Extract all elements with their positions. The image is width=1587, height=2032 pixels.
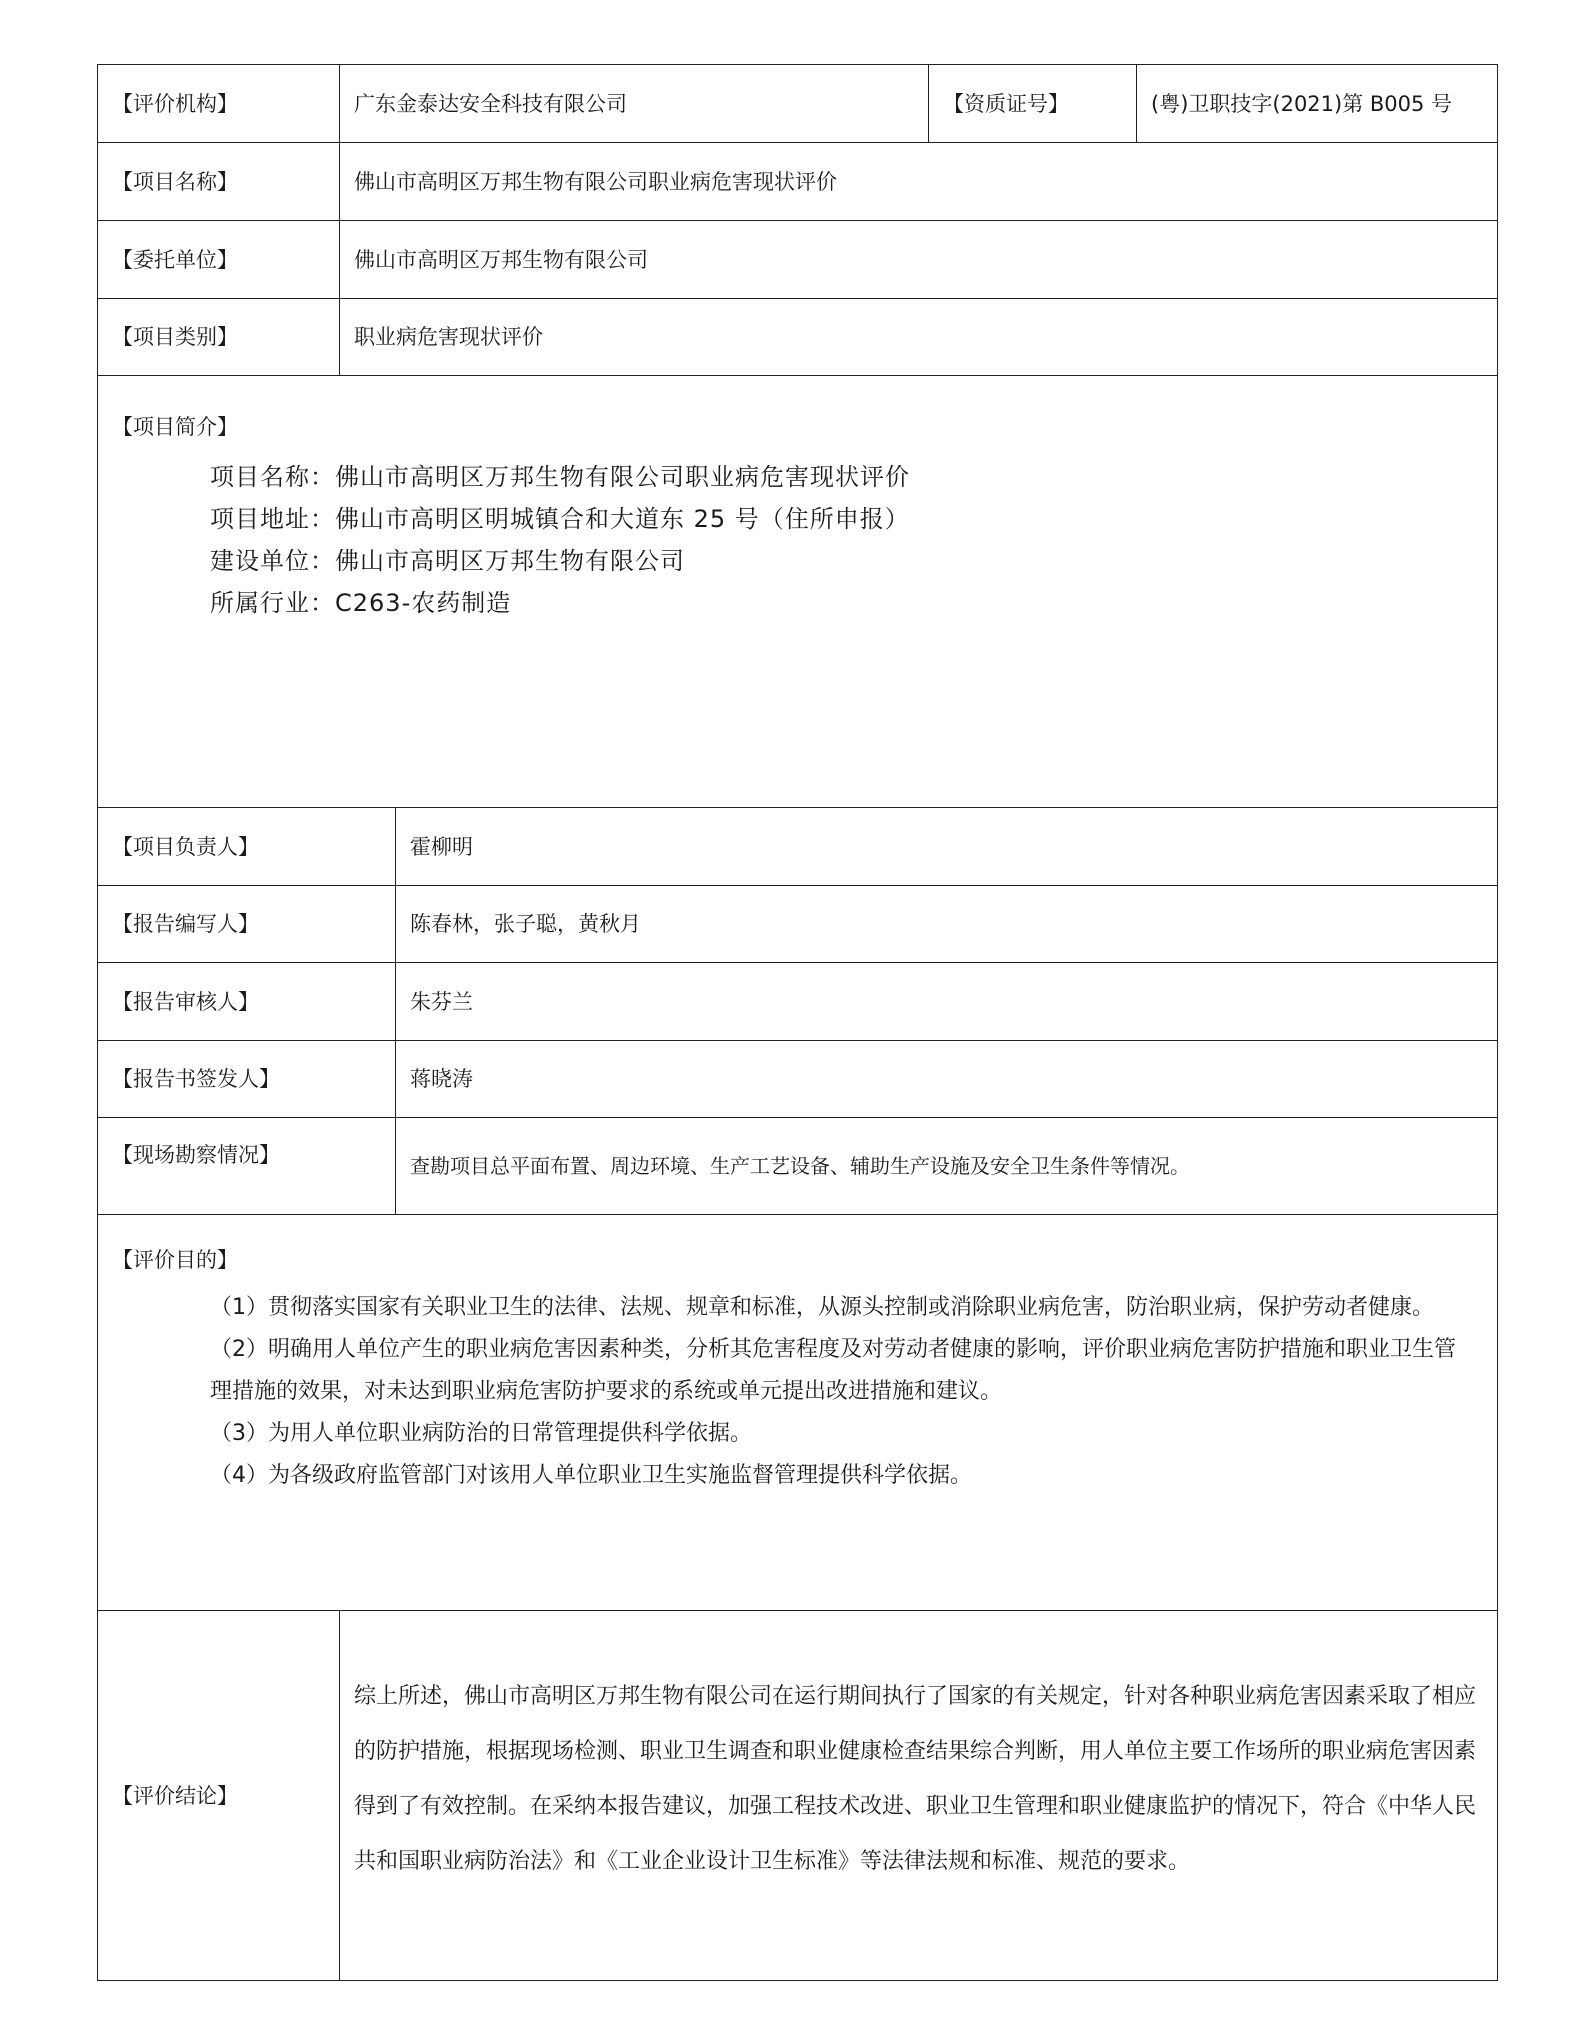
site-survey-label: 【现场勘察情况】	[98, 1118, 396, 1215]
project-name-label: 【项目名称】	[98, 143, 340, 221]
project-name-value: 佛山市高明区万邦生物有限公司职业病危害现状评价	[340, 143, 1498, 221]
summary-table	[97, 64, 1498, 1981]
evaluation-summary-form	[97, 64, 1497, 1981]
people-row	[98, 1118, 1498, 1215]
site-survey-value: 查勘项目总平面布置、周边环境、生产工艺设备、辅助生产设施及安全卫生条件等情况。	[396, 1118, 1498, 1215]
intro-line-builder: 建设单位：佛山市高明区万邦生物有限公司	[210, 547, 685, 575]
org-row	[98, 65, 1498, 143]
people-row	[98, 1041, 1498, 1118]
intro-cell	[98, 376, 1498, 808]
purpose-item: （1）贯彻落实国家有关职业卫生的法律、法规、规章和标准，从源头控制或消除职业病危害，防治职业病，保护劳动者健康。	[210, 1295, 1435, 1320]
intro-line-address: 项目地址：佛山市高明区明城镇合和大道东 25 号（住所申报）	[210, 505, 910, 533]
intro-line-project-name: 项目名称：佛山市高明区万邦生物有限公司职业病危害现状评价	[210, 463, 910, 491]
cert-label: 【资质证号】	[929, 65, 1137, 143]
purpose-label: 【评价目的】	[112, 1248, 238, 1272]
client-row	[98, 221, 1498, 299]
intro-lines	[98, 442, 1497, 624]
intro-label: 【项目简介】	[112, 415, 238, 439]
client-label: 【委托单位】	[98, 221, 340, 299]
purpose-item: （2）明确用人单位产生的职业病危害因素种类，分析其危害程度及对劳动者健康的影响，评价职业病危害防护措施和职业卫生管理措施的效果，对未达到职业病危害防护要求的系统或单元提出改进措施和建议。	[210, 1337, 1457, 1404]
project-lead-value: 霍柳明	[396, 808, 1498, 886]
report-issuer-label: 【报告书签发人】	[98, 1041, 396, 1118]
people-row	[98, 963, 1498, 1041]
report-reviewer-label: 【报告审核人】	[98, 963, 396, 1041]
report-reviewer-value: 朱芬兰	[396, 963, 1498, 1041]
category-row	[98, 299, 1498, 376]
project-name-row	[98, 143, 1498, 221]
purpose-row	[98, 1215, 1498, 1611]
category-label: 【项目类别】	[98, 299, 340, 376]
conclusion-row	[98, 1611, 1498, 1981]
purpose-item: （4）为各级政府监管部门对该用人单位职业卫生实施监督管理提供科学依据。	[210, 1463, 972, 1488]
report-writers-label: 【报告编写人】	[98, 886, 396, 963]
conclusion-text: 综上所述，佛山市高明区万邦生物有限公司在运行期间执行了国家的有关规定，针对各种职业病危害因素采取了相应的防护措施，根据现场检测、职业卫生调查和职业健康检查结果综合判断，用人单位主要工作场所的职业病危害因素得到了有效控制。在采纳本报告建议，加强工程技术改进、职业卫生管理和职业健康监护的情况下，符合《中华人民共和国职业病防治法》和《工业企业设计卫生标准》等法律法规和标准、规范的要求。	[354, 1684, 1477, 1874]
purpose-cell	[98, 1215, 1498, 1611]
project-lead-label: 【项目负责人】	[98, 808, 396, 886]
people-row	[98, 808, 1498, 886]
category-value: 职业病危害现状评价	[340, 299, 1498, 376]
cert-value: (粤)卫职技字(2021)第 B005 号	[1137, 65, 1498, 143]
report-issuer-value: 蒋晓涛	[396, 1041, 1498, 1118]
people-row	[98, 886, 1498, 963]
intro-row	[98, 376, 1498, 808]
org-value: 广东金泰达安全科技有限公司	[340, 65, 929, 143]
purpose-item: （3）为用人单位职业病防治的日常管理提供科学依据。	[210, 1421, 752, 1446]
client-value: 佛山市高明区万邦生物有限公司	[340, 221, 1498, 299]
conclusion-cell	[340, 1611, 1498, 1981]
org-label: 【评价机构】	[98, 65, 340, 143]
intro-line-industry: 所属行业：C263-农药制造	[210, 589, 512, 617]
purpose-list	[98, 1275, 1497, 1537]
report-writers-value: 陈春林，张子聪，黄秋月	[396, 886, 1498, 963]
conclusion-label: 【评价结论】	[98, 1611, 340, 1981]
